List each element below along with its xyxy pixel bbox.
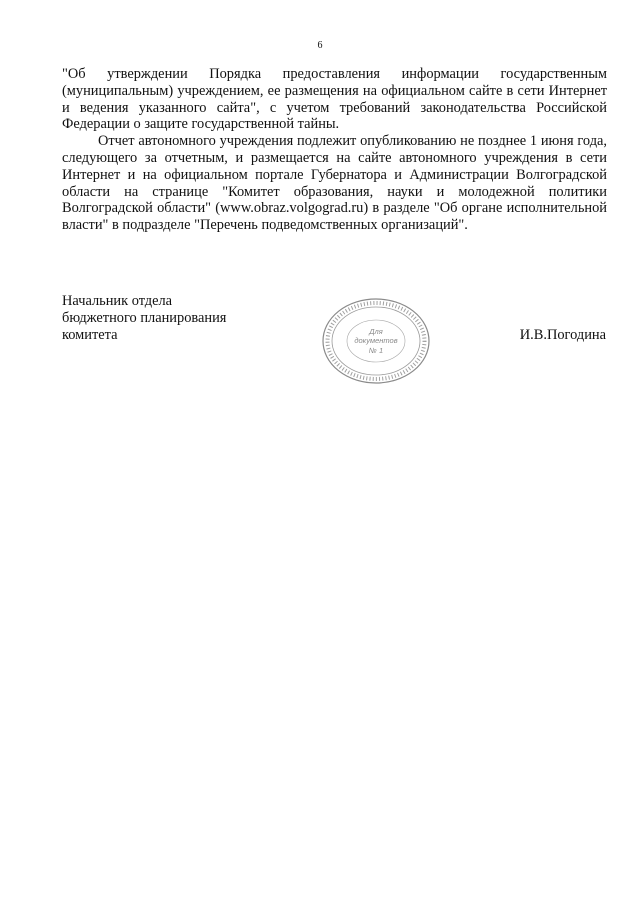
position-line-2: бюджетного планирования (62, 309, 227, 326)
stamp-line-2: документов (354, 336, 398, 345)
paragraph-2: Отчет автономного учреждения подлежит опубликованию не позднее 1 июня года, следующего за отчетным, и размещается на сайте автономного учреждения в сети Интернет и на официальном портале Губернатора и Администрации Волгоградской области на странице "Комитет образования, науки и молодежной политики Волгоградской области" (www.obraz.volgograd.ru) в разделе "Об органе исполнительной власти" в подразделе "Перечень подведомственных организаций". (62, 133, 607, 234)
official-stamp-icon (320, 296, 432, 386)
stamp-line-3: № 1 (368, 346, 384, 355)
page-number: 6 (317, 40, 323, 51)
signatory-name: И.В.Погодина (519, 327, 606, 343)
body-text (62, 66, 607, 234)
signatory-position (62, 293, 226, 343)
position-line-3: комитета (62, 326, 118, 343)
position-line-1: Начальник отдела (62, 293, 173, 309)
stamp-line-1: Для (369, 327, 383, 336)
paragraph-1: "Об утверждении Порядка предоставления информации государственным (муниципальным) учреждением, ее размещения на официальном сайте в сети Интернет и ведения указанного сайта", с учетом требований законодательства Российской Федерации о защите государственной тайны. (62, 66, 607, 133)
